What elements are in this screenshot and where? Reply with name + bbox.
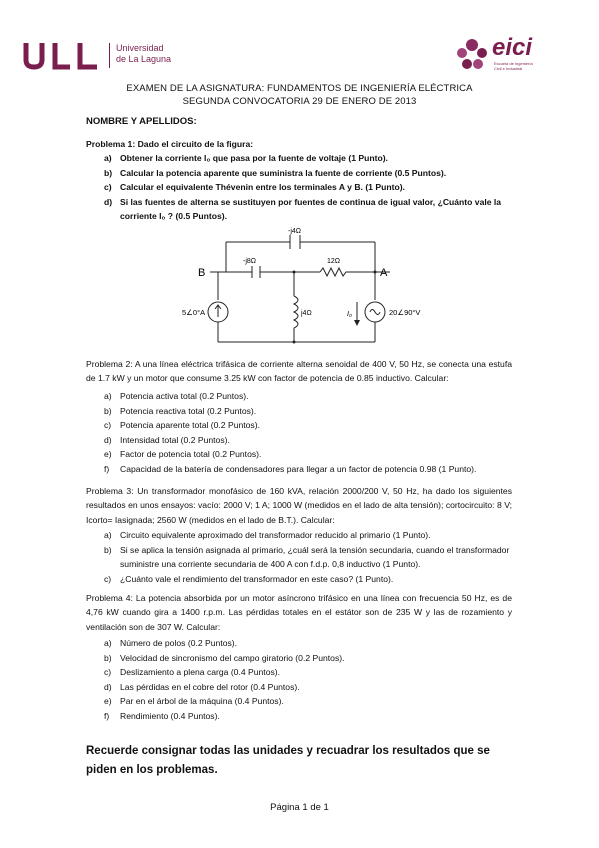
list-item: f) Capacidad de la batería de condensadores para llegar a un factor de potencia 0.98 (1 Punto). — [104, 463, 477, 474]
eici-logo — [452, 34, 562, 77]
ull-logo-divider — [109, 43, 110, 68]
exam-date: SEGUNDA CONVOCATORIA 29 DE ENERO DE 2013 — [182, 96, 417, 107]
voltage-source-label: 20∠90°V — [389, 308, 421, 317]
list-item: a) Obtener la corriente I₀ que pasa por la fuente de voltaje (1 Punto). — [104, 153, 388, 163]
ull-logo-name: Universidad de La Laguna — [116, 43, 172, 64]
problem1-intro: Problema 1: Dado el circuito de la figura: — [86, 139, 254, 149]
problem1-list — [86, 151, 512, 224]
node-a-label: A — [380, 267, 388, 279]
list-item: d) Las pérdidas en el cobre del rotor (0.4 Puntos). — [104, 681, 300, 692]
list-item: c) Potencia aparente total (0.2 Puntos). — [104, 420, 260, 430]
eici-logo-subtitle: Escuela de Ingeniería Civil e Industrial — [494, 61, 533, 71]
list-item: b) Velocidad de sincronismo del campo giratorio (0.2 Puntos). — [104, 652, 345, 663]
list-item: e) Par en el árbol de la máquina (0.4 Puntos). — [104, 696, 284, 706]
eici-logo-text: eici — [492, 34, 533, 61]
list-item: a) Potencia activa total (0.2 Puntos). — [104, 391, 249, 401]
list-item: b) Calcular la potencia aparente que suministra la fuente de corriente (0.5 Puntos). — [104, 167, 447, 178]
problem2-list — [86, 389, 512, 476]
circuit-top-capacitor-label: -j4Ω — [288, 228, 302, 235]
list-item: d) Si las fuentes de alterna se sustituyen por fuentes de continua de igual valor, ¿Cuánto vale la corriente I₀ ? (0.5 Puntos). — [104, 196, 502, 221]
problem3-list — [86, 528, 512, 586]
list-item: a) Número de polos (0.2 Puntos). — [104, 638, 238, 648]
list-item: b) Potencia reactiva total (0.2 Puntos). — [104, 405, 257, 416]
closing-note: Recuerde consignar todas las unidades y recuadrar los resultados que se piden en los problemas. — [86, 745, 490, 776]
node-b-label: B — [198, 267, 206, 279]
page-footer: Página 1 de 1 — [270, 802, 329, 813]
problem4-intro: Problema 4: La potencia absorbida por un motor asíncrono trifásico en una línea con frecuencia 50 Hz, es de 4,76 kW cuando gira a 1400 r.p.m. Las pérdidas totales en el estátor son de 235 W y las de rozamiento y ventilación son de 307 W. Calcular: — [86, 593, 512, 632]
ull-logo-mark — [20, 40, 106, 75]
current-source-label: 5∠0°A — [182, 308, 206, 317]
problem2-intro: Problema 2: A una línea eléctrica trifásica de corriente alterna senoidal de 400 V, 50 Hz, se conecta una estufa de 1.7 kW y un motor que consume 3.25 kW con factor de potencia de 0.85 inductivo. Calcular: — [86, 359, 512, 384]
circuit-resistor-label: 12Ω — [327, 258, 341, 265]
current-i0-label: I₀ — [347, 311, 352, 318]
circuit-mid-capacitor-label: -j8Ω — [243, 258, 257, 265]
list-item: f) Rendimiento (0.4 Puntos). — [104, 710, 220, 721]
problem4-list — [86, 636, 512, 723]
eici-flower-icon — [452, 37, 492, 73]
list-item: b) Si se aplica la tensión asignada al primario, ¿cuál será la tensión secundaria, cuando el transformador suministre una corriente secundaria de 400 A con f.d.p. 0,8 inductivo (1 Punto). — [104, 544, 510, 569]
circuit-diagram — [182, 228, 430, 350]
list-item: c) ¿Cuánto vale el rendimiento del transformador en este caso? (1 Punto). — [104, 573, 394, 584]
circuit-inductor-label: j4Ω — [301, 310, 312, 317]
list-item: d) Intensidad total (0.2 Puntos). — [104, 434, 230, 445]
name-label: NOMBRE Y APELLIDOS: — [86, 116, 197, 127]
exam-title: EXAMEN DE LA ASIGNATURA: FUNDAMENTOS DE INGENIERÍA ELÉCTRICA — [126, 83, 473, 94]
list-item: c) Calcular el equivalente Thévenin entre los terminales A y B. (1 Punto). — [104, 182, 405, 192]
list-item: c) Deslizamiento a plena carga (0.4 Puntos). — [104, 667, 281, 677]
list-item: a) Circuito equivalente aproximado del transformador reducido al primario (1 Punto). — [104, 530, 431, 540]
list-item: e) Factor de potencia total (0.2 Puntos). — [104, 449, 262, 459]
problem3-intro: Problema 3: Un transformador monofásico de 160 kVA, relación 2000/200 V, 50 Hz, ha dado los siguientes resultados en unos ensayos: vacío: 2000 V; 1 A; 1000 W (medidos en el lado de alta tensión); cortocircuito: 8 V; Icorto= Iasignada; 2560 W (medidos en el lado de B.T.). Calcular: — [86, 486, 512, 525]
